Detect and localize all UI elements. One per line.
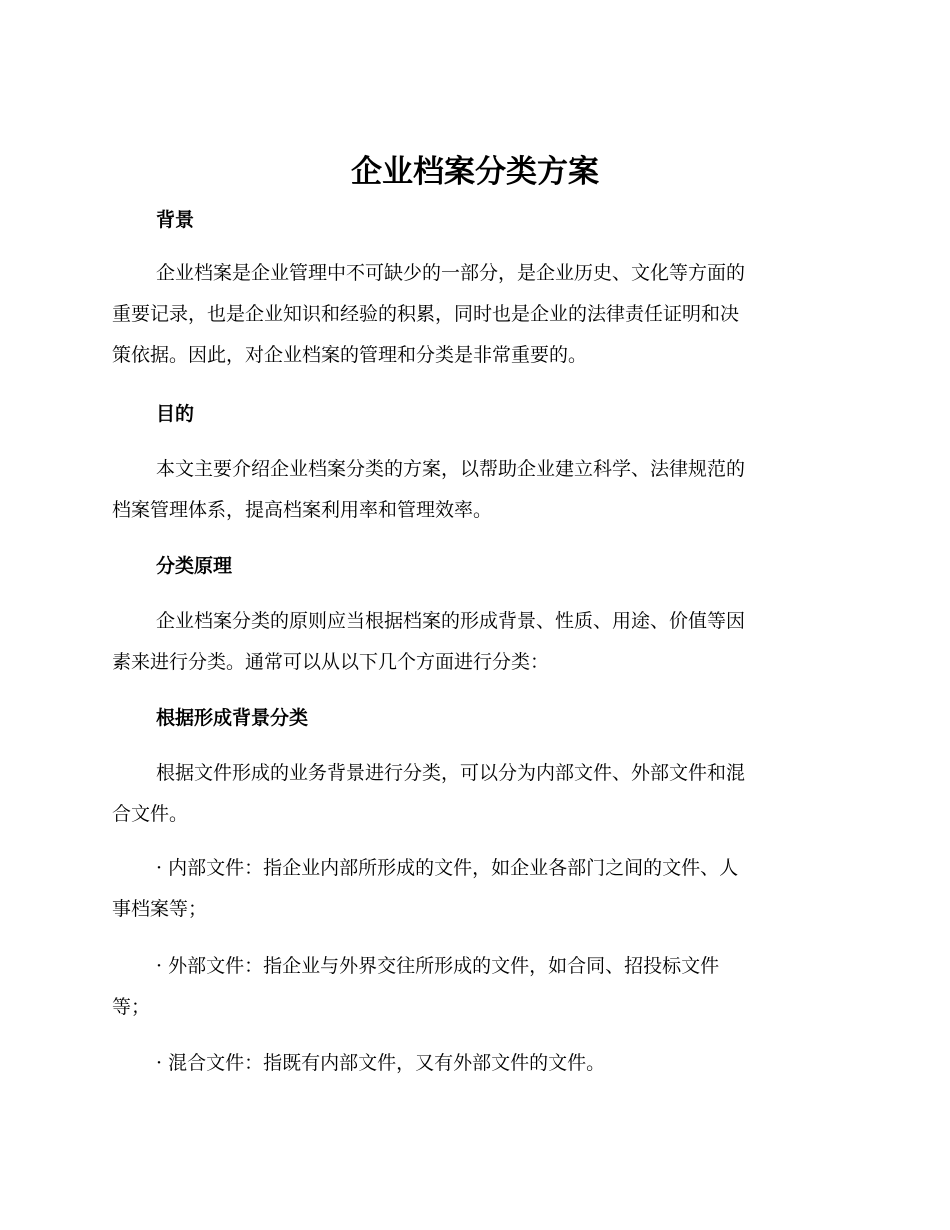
- section-purpose-paragraph: [112, 449, 830, 531]
- section-heading-principle: 分类原理: [156, 555, 233, 577]
- list-item-internal-files: [112, 848, 830, 930]
- section-heading-by-background: 根据形成背景分类: [156, 707, 309, 729]
- paragraph-line: 企业档案是企业管理中不可缺少的一部分，是企业历史、文化等方面的: [156, 262, 746, 284]
- document-title: 企业档案分类方案: [351, 154, 599, 190]
- list-item-external-files: [112, 946, 830, 1028]
- section-by-background-paragraph: [112, 753, 830, 835]
- list-item-line: · 混合文件：指既有内部文件，又有外部文件的文件。: [156, 1052, 606, 1074]
- paragraph-line: 档案管理体系，提高档案利用率和管理效率。: [112, 499, 493, 521]
- paragraph-line: 重要记录，也是企业知识和经验的积累，同时也是企业的法律责任证明和决: [112, 303, 740, 325]
- paragraph-line: 素来进行分类。通常可以从以下几个方面进行分类：: [112, 651, 550, 673]
- section-heading-purpose: 目的: [156, 403, 195, 425]
- list-item-line: · 外部文件：指企业与外界交往所形成的文件，如合同、招投标文件: [156, 955, 720, 977]
- section-heading-background: 背景: [156, 209, 195, 231]
- list-item-line: 事档案等；: [112, 898, 208, 920]
- paragraph-line: 合文件。: [112, 803, 189, 825]
- paragraph-line: 策依据。因此，对企业档案的管理和分类是非常重要的。: [112, 344, 588, 366]
- list-item-mixed-files: [112, 1043, 830, 1084]
- paragraph-line: 企业档案分类的原则应当根据档案的形成背景、性质、用途、价值等因: [156, 610, 746, 632]
- list-item-line: 等；: [112, 996, 151, 1018]
- section-background-paragraph: [112, 253, 830, 376]
- paragraph-line: 根据文件形成的业务背景进行分类，可以分为内部文件、外部文件和混: [156, 762, 746, 784]
- paragraph-line: 本文主要介绍企业档案分类的方案，以帮助企业建立科学、法律规范的: [156, 458, 746, 480]
- list-item-line: · 内部文件：指企业内部所形成的文件，如企业各部门之间的文件、人: [156, 857, 739, 879]
- section-principle-paragraph: [112, 601, 830, 683]
